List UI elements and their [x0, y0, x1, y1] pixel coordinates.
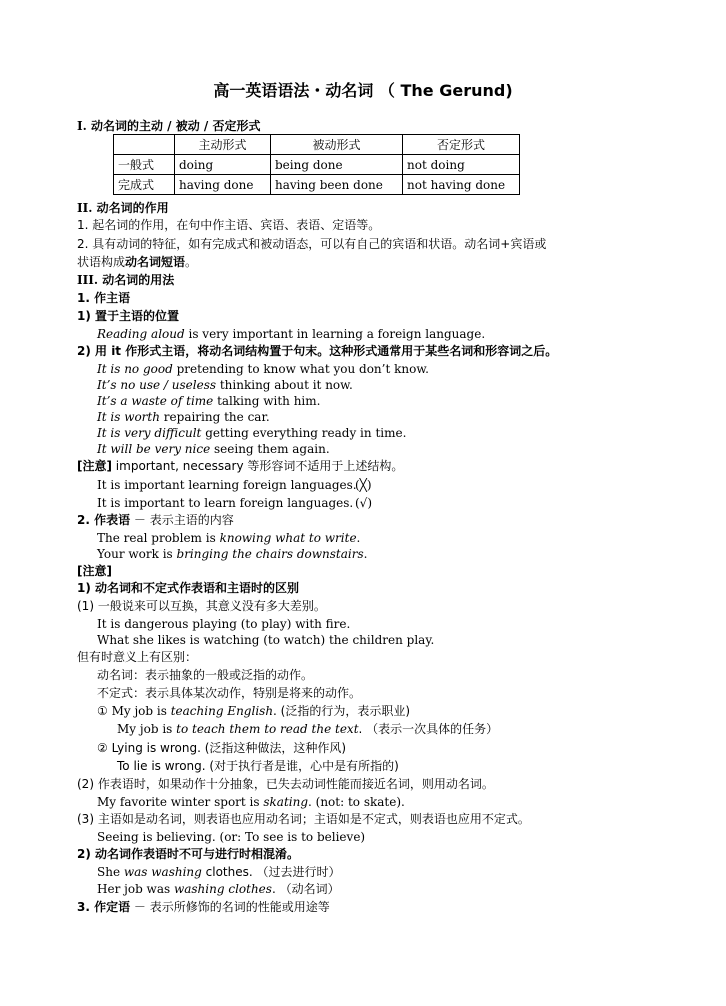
- section-3-number: III.: [77, 273, 99, 287]
- italic-text: skating: [263, 795, 309, 809]
- subheading: [77, 899, 330, 915]
- comparison-item: [97, 703, 410, 719]
- section-2-title: 动名词的作用: [96, 201, 169, 215]
- text-span: Your work is: [97, 547, 177, 561]
- text-span: .: [356, 531, 361, 545]
- table-cell: 完成式: [114, 175, 175, 195]
- heading-text: 2. 作表语: [77, 513, 131, 527]
- example-sentence: What she likes is watching (to watch) the children play.: [97, 633, 435, 647]
- text-span: 。: [185, 255, 198, 269]
- text-span: seeing them again.: [210, 442, 330, 456]
- subheading: 1. 作主语: [77, 291, 131, 305]
- table-cell: not having done: [403, 175, 520, 195]
- paragraph: (3) 主语如是动名词，则表语也应用动名词；主语如是不定式，则表语也应用不定式。: [77, 812, 530, 826]
- subheading: [77, 512, 234, 528]
- table-header-cell: 被动形式: [271, 135, 403, 155]
- section-1-number: I.: [77, 119, 87, 133]
- section-2-number: II.: [77, 201, 93, 215]
- text-span: .: [363, 547, 368, 561]
- gerund-forms-table: [113, 134, 520, 195]
- wrong-mark: (╳): [355, 478, 372, 492]
- italic-text: It is worth: [97, 410, 160, 424]
- example-sentence: [97, 377, 353, 393]
- text-span: pretending to know what you don’t know.: [172, 362, 429, 376]
- text-span: － 表示主语的内容: [130, 513, 234, 527]
- table-header-cell: [114, 135, 175, 155]
- table-cell: having done: [175, 175, 271, 195]
- text-span: . （动名词）: [271, 882, 340, 896]
- definition: 动名词：表示抽象的一般或泛指的动作。: [97, 668, 314, 682]
- note: [77, 458, 403, 474]
- italic-text: was washing: [123, 865, 202, 879]
- section-3-heading: [77, 272, 174, 288]
- example-sentence: [97, 794, 405, 810]
- text-span: The real problem is: [97, 531, 220, 545]
- paragraph: (2) 作表语时，如果动作十分抽象，已失去动词性能而接近名词，则用动名词。: [77, 777, 494, 791]
- example-sentence: [97, 326, 485, 342]
- table-cell: being done: [271, 155, 403, 175]
- text-span: － 表示所修饰的名词的性能或用途等: [130, 900, 330, 914]
- italic-text: knowing what to write: [219, 531, 357, 545]
- example-sentence: It is dangerous playing (to play) with fire.: [97, 617, 351, 631]
- example-sentence: [97, 881, 340, 897]
- italic-text: It will be very nice: [97, 442, 211, 456]
- paragraph: (1) 一般说来可以互换，其意义没有多大差别。: [77, 599, 326, 613]
- example-sentence: [97, 393, 320, 409]
- table-header-row: [114, 135, 520, 155]
- text-span: . (泛指的行为，表示职业): [273, 704, 411, 718]
- text-span: My job is: [107, 704, 171, 718]
- example-sentence: It is important to learn foreign languages.: [97, 496, 354, 510]
- subheading: 1) 置于主语的位置: [77, 309, 180, 323]
- text-span: 状语构成: [77, 255, 126, 269]
- circled-number: ②: [97, 741, 108, 755]
- text-span: thinking about it now.: [216, 378, 353, 392]
- italic-text: washing clothes: [173, 882, 272, 896]
- text-span: . (not: to skate).: [308, 795, 405, 809]
- circled-number: ①: [97, 704, 108, 718]
- table-cell: not doing: [403, 155, 520, 175]
- example-sentence: [97, 864, 341, 880]
- text-span: getting everything ready in time.: [201, 426, 407, 440]
- subheading: 2) 用 it 作形式主语，将动名词结构置于句末。这种形式通常用于某些名词和形容词之后。: [77, 344, 558, 358]
- italic-text: bringing the chairs downstairs: [176, 547, 364, 561]
- italic-text: It is very difficult: [97, 426, 202, 440]
- heading-text: 3. 作定语: [77, 900, 131, 914]
- italic-text: It’s a waste of time: [97, 394, 214, 408]
- text-span: She: [97, 865, 124, 879]
- emphasis-text: 动名词短语: [125, 255, 186, 269]
- table-cell: 一般式: [114, 155, 175, 175]
- table-header-cell: 主动形式: [175, 135, 271, 155]
- table-cell: doing: [175, 155, 271, 175]
- example-sentence: Seeing is believing. (or: To see is to believe): [97, 830, 366, 844]
- section-3-title: 动名词的用法: [102, 273, 175, 287]
- table-row: [114, 155, 520, 175]
- text-span: Her job was: [97, 882, 174, 896]
- example-sentence: [97, 361, 429, 377]
- check-mark: (√): [355, 496, 373, 510]
- text-span: repairing the car.: [159, 410, 270, 424]
- example-sentence: [97, 530, 360, 546]
- text-span: important, necessary 等形容词不适用于上述结构。: [111, 459, 404, 473]
- section-1-heading: [77, 118, 260, 134]
- comparison-item: To lie is wrong. (对于执行者是谁，心中是有所指的): [117, 759, 399, 773]
- example-sentence: It is important learning foreign languages.: [97, 478, 357, 492]
- section-1-title: 动名词的主动 / 被动 / 否定形式: [90, 119, 261, 133]
- example-sentence: [97, 546, 367, 562]
- subheading: 1) 动名词和不定式作表语和主语时的区别: [77, 581, 300, 595]
- text-span: . （表示一次具体的任务）: [358, 722, 499, 736]
- example-sentence: [97, 425, 406, 441]
- paragraph: [77, 254, 197, 270]
- italic-text: teaching English: [170, 704, 274, 718]
- note-label: [注意]: [77, 459, 112, 473]
- italic-text: It’s no use / useless: [97, 378, 217, 392]
- section-2-heading: [77, 200, 169, 216]
- paragraph: 但有时意义上有区别：: [77, 650, 198, 664]
- paragraph: 1. 起名词的作用，在句中作主语、宾语、表语、定语等。: [77, 218, 381, 232]
- italic-text: to teach them to read the text: [176, 722, 359, 736]
- text-span: My favorite winter sport is: [97, 795, 264, 809]
- note-label: [注意]: [77, 564, 112, 578]
- table-header-cell: 否定形式: [403, 135, 520, 155]
- definition: 不定式：表示具体某次动作，特别是将来的动作。: [97, 686, 362, 700]
- paragraph: 2. 具有动词的特征，如有完成式和被动语态，可以有自己的宾语和状语。动名词+宾语或: [77, 237, 547, 251]
- table-row: [114, 175, 520, 195]
- text-span: Lying is wrong. (泛指这种做法，这种作风): [107, 741, 347, 755]
- table-cell: having been done: [271, 175, 403, 195]
- comparison-item: [117, 721, 498, 737]
- example-sentence: [97, 441, 330, 457]
- subheading: 2) 动名词作表语时不可与进行时相混淆。: [77, 847, 300, 861]
- comparison-item: [97, 740, 346, 756]
- page-title: 高一英语语法・动名词 （ The Gerund): [213, 81, 513, 100]
- text-span: My job is: [117, 722, 177, 736]
- italic-text: Reading aloud: [97, 327, 185, 341]
- text-span: is very important in learning a foreign language.: [184, 327, 486, 341]
- italic-text: It is no good: [97, 362, 173, 376]
- text-span: talking with him.: [213, 394, 321, 408]
- text-span: clothes. （过去进行时）: [201, 865, 341, 879]
- example-sentence: [97, 409, 270, 425]
